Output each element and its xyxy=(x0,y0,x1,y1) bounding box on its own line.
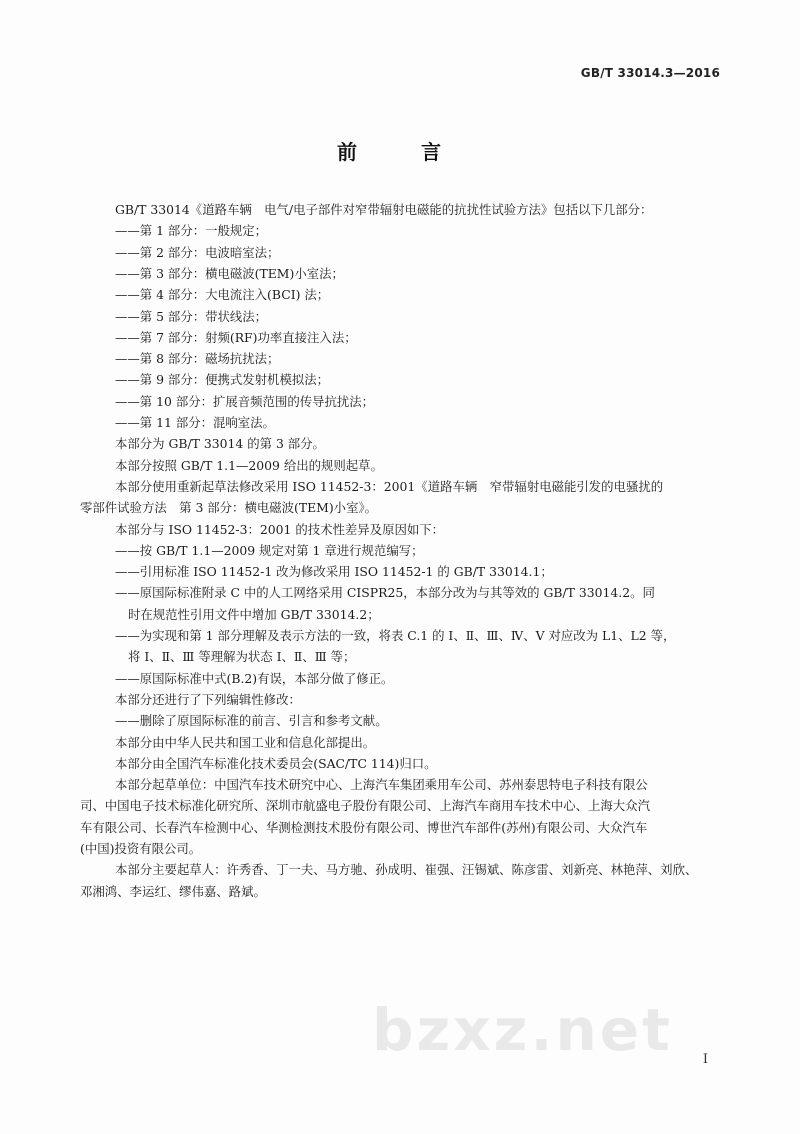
list-item: ——第 11 部分：混响室法。 xyxy=(115,415,275,430)
list-item: ——按 GB/T 1.1—2009 规定对第 1 章进行规范编写； xyxy=(115,542,424,558)
paragraph-line: 邓湘鸿、李运红、缪伟嘉、路斌。 xyxy=(80,883,266,899)
watermark: bzxz.net xyxy=(372,996,673,1064)
list-item: 时在规范性引用文件中增加 GB/T 33014.2； xyxy=(128,606,380,622)
paragraph-line: (中国)投资有限公司。 xyxy=(80,841,202,856)
paragraph-line: 本部分由全国汽车标准化技术委员会(SAC/TC 114)归口。 xyxy=(115,755,437,771)
paragraph-line: 本部分为 GB/T 33014 的第 3 部分。 xyxy=(115,436,325,452)
list-item: ——第 8 部分：磁场抗扰法； xyxy=(115,351,280,367)
paragraph-line: 本部分还进行了下列编辑性修改： xyxy=(115,691,301,707)
list-item: ——第 2 部分：电波暗室法； xyxy=(115,244,280,260)
paragraph-line: 本部分主要起草人：许秀香、丁一夫、马方驰、孙成明、崔强、汪锡斌、陈彦雷、刘新亮、林艳萍、刘欣、 xyxy=(115,862,698,878)
paragraph-line: 零部件试验方法 第 3 部分：横电磁波(TEM)小室》。 xyxy=(80,500,378,516)
standard-code: GB/T 33014.3—2016 xyxy=(580,66,720,80)
list-item: 将 Ⅰ、Ⅱ、Ⅲ 等理解为状态 Ⅰ、Ⅱ、Ⅲ 等； xyxy=(128,649,356,665)
list-item: ——为实现和第 1 部分理解及表示方法的一致，将表 C.1 的 Ⅰ、Ⅱ、Ⅲ、Ⅳ、Ⅴ 对应改为 L1、L2 等， xyxy=(115,628,676,643)
list-item: ——引用标准 ISO 11452-1 改为修改采用 ISO 11452-1 的 GB/T 33014.1； xyxy=(115,564,553,580)
list-item: ——第 10 部分：扩展音频范围的传导抗扰法； xyxy=(115,393,375,409)
list-item: ——第 1 部分：一般规定； xyxy=(115,223,268,239)
list-item: ——第 9 部分：便携式发射机模拟法； xyxy=(115,372,330,388)
list-item: ——第 4 部分：大电流注入(BCI) 法； xyxy=(115,287,330,303)
list-item: ——第 5 部分：带状线法； xyxy=(115,308,268,324)
paragraph-line: 车有限公司、长春汽车检测中心、华测检测技术股份有限公司、博世汽车部件(苏州)有限公司、大众汽车 xyxy=(80,819,648,835)
list-item: ——第 3 部分：横电磁波(TEM)小室法； xyxy=(115,265,344,281)
paragraph-line: 本部分与 ISO 11452-3：2001 的技术性差异及原因如下： xyxy=(115,521,445,537)
paragraph-line: 本部分起草单位：中国汽车技术研究中心、上海汽车集团乘用车公司、苏州泰思特电子科技有限公 xyxy=(115,777,648,793)
list-item: ——第 7 部分：射频(RF)功率直接注入法； xyxy=(115,329,357,345)
page-number: I xyxy=(702,1052,708,1067)
page-title: 前 言 xyxy=(337,140,463,164)
paragraph-line: 本部分由中华人民共和国工业和信息化部提出。 xyxy=(115,734,376,750)
paragraph-line: 司、中国电子技术标准化研究所、深圳市航盛电子股份有限公司、上海汽车商用车技术中心、上海大众汽 xyxy=(80,798,650,814)
list-item: ——原国际标准中式(B.2)有误，本部分做了修正。 xyxy=(115,670,394,686)
paragraph-line: 本部分按照 GB/T 1.1—2009 给出的规则起草。 xyxy=(115,457,383,473)
list-item: ——原国际标准附录 C 中的人工网络采用 CISPR25，本部分改为与其等效的 GB/T 33014.2。同 xyxy=(115,585,655,601)
list-item: ——删除了原国际标准的前言、引言和参考文献。 xyxy=(115,713,388,729)
paragraph-line: GB/T 33014《道路车辆 电气/电子部件对窄带辐射电磁能的抗扰性试验方法》包括以下几部分： xyxy=(115,202,653,217)
paragraph-line: 本部分使用重新起草法修改采用 ISO 11452-3：2001《道路车辆 窄带辐射电磁能引发的电骚扰的 xyxy=(115,478,664,494)
